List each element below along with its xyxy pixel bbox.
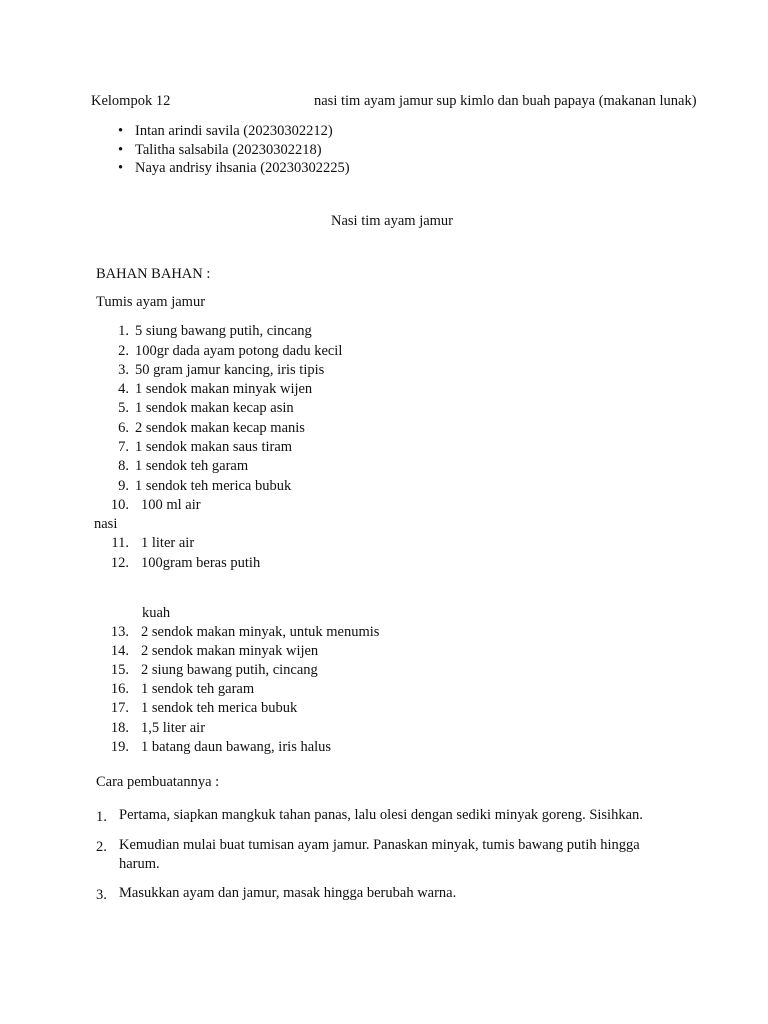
item-text: 1 sendok makan minyak wijen	[135, 381, 313, 397]
item-text: 1 sendok teh merica bubuk	[141, 700, 298, 716]
item-number: 11.	[111, 535, 129, 551]
bullet-icon: •	[118, 123, 124, 139]
item-text: 1 liter air	[141, 535, 195, 551]
item-number: 2.	[118, 343, 129, 359]
item-text: 5 siung bawang putih, cincang	[135, 323, 312, 339]
document-title: nasi tim ayam jamur sup kimlo dan buah papaya (makanan lunak)	[314, 93, 697, 109]
step-text: Masukkan ayam dan jamur, masak hingga berubah warna.	[119, 885, 457, 901]
item-text: 2 sendok makan minyak, untuk menumis	[141, 624, 380, 640]
group-label: Kelompok 12	[91, 93, 171, 109]
item-text: 1,5 liter air	[141, 720, 206, 736]
item-number: 9.	[118, 478, 129, 494]
item-number: 4.	[118, 381, 129, 397]
step-number: 1.	[96, 809, 107, 825]
member-name: Talitha salsabila (20230302218)	[135, 142, 322, 158]
item-number: 16.	[110, 681, 129, 697]
section-label-tumis: Tumis ayam jamur	[96, 294, 206, 310]
item-text: 1 sendok makan saus tiram	[135, 439, 293, 455]
item-number: 12.	[110, 555, 129, 571]
bullet-icon: •	[118, 142, 124, 158]
item-text: 50 gram jamur kancing, iris tipis	[135, 362, 325, 378]
item-number: 10.	[110, 497, 129, 513]
step-number: 2.	[96, 839, 107, 855]
item-text: 100gram beras putih	[141, 555, 261, 571]
item-text: 1 sendok makan kecap asin	[135, 400, 294, 416]
section-label-nasi: nasi	[94, 516, 118, 532]
item-number: 17.	[110, 700, 129, 716]
item-number: 19.	[110, 739, 129, 755]
item-text: 1 sendok teh garam	[135, 458, 249, 474]
item-text: 100gr dada ayam potong dadu kecil	[135, 343, 343, 359]
bullet-icon: •	[118, 160, 124, 176]
item-number: 3.	[118, 362, 129, 378]
ingredients-heading: BAHAN BAHAN :	[96, 266, 211, 282]
member-name: Naya andrisy ihsania (20230302225)	[135, 160, 350, 176]
item-text: 1 sendok teh merica bubuk	[135, 478, 292, 494]
item-number: 15.	[110, 662, 129, 678]
step-text: Pertama, siapkan mangkuk tahan panas, lalu olesi dengan sediki minyak goreng. Sisihkan.	[119, 807, 643, 823]
item-number: 8.	[118, 458, 129, 474]
method-heading: Cara pembuatannya :	[96, 774, 220, 790]
item-text: 2 siung bawang putih, cincang	[141, 662, 318, 678]
item-number: 13.	[110, 624, 129, 640]
item-number: 6.	[118, 420, 129, 436]
step-text: Kemudian mulai buat tumisan ayam jamur. Panaskan minyak, tumis bawang putih hingga harum.	[119, 837, 640, 872]
item-text: 1 batang daun bawang, iris halus	[141, 739, 332, 755]
item-number: 14.	[110, 643, 129, 659]
member-name: Intan arindi savila (20230302212)	[135, 123, 333, 139]
item-number: 18.	[110, 720, 129, 736]
item-number: 1.	[118, 323, 129, 339]
item-text: 100 ml air	[141, 497, 201, 513]
step-number: 3.	[96, 887, 107, 903]
item-text: 1 sendok teh garam	[141, 681, 255, 697]
item-text: 2 sendok makan kecap manis	[135, 420, 305, 436]
item-number: 7.	[118, 439, 129, 455]
section-label-kuah: kuah	[142, 605, 171, 621]
item-text: 2 sendok makan minyak wijen	[141, 643, 319, 659]
item-number: 5.	[118, 400, 129, 416]
recipe-title: Nasi tim ayam jamur	[331, 213, 454, 229]
